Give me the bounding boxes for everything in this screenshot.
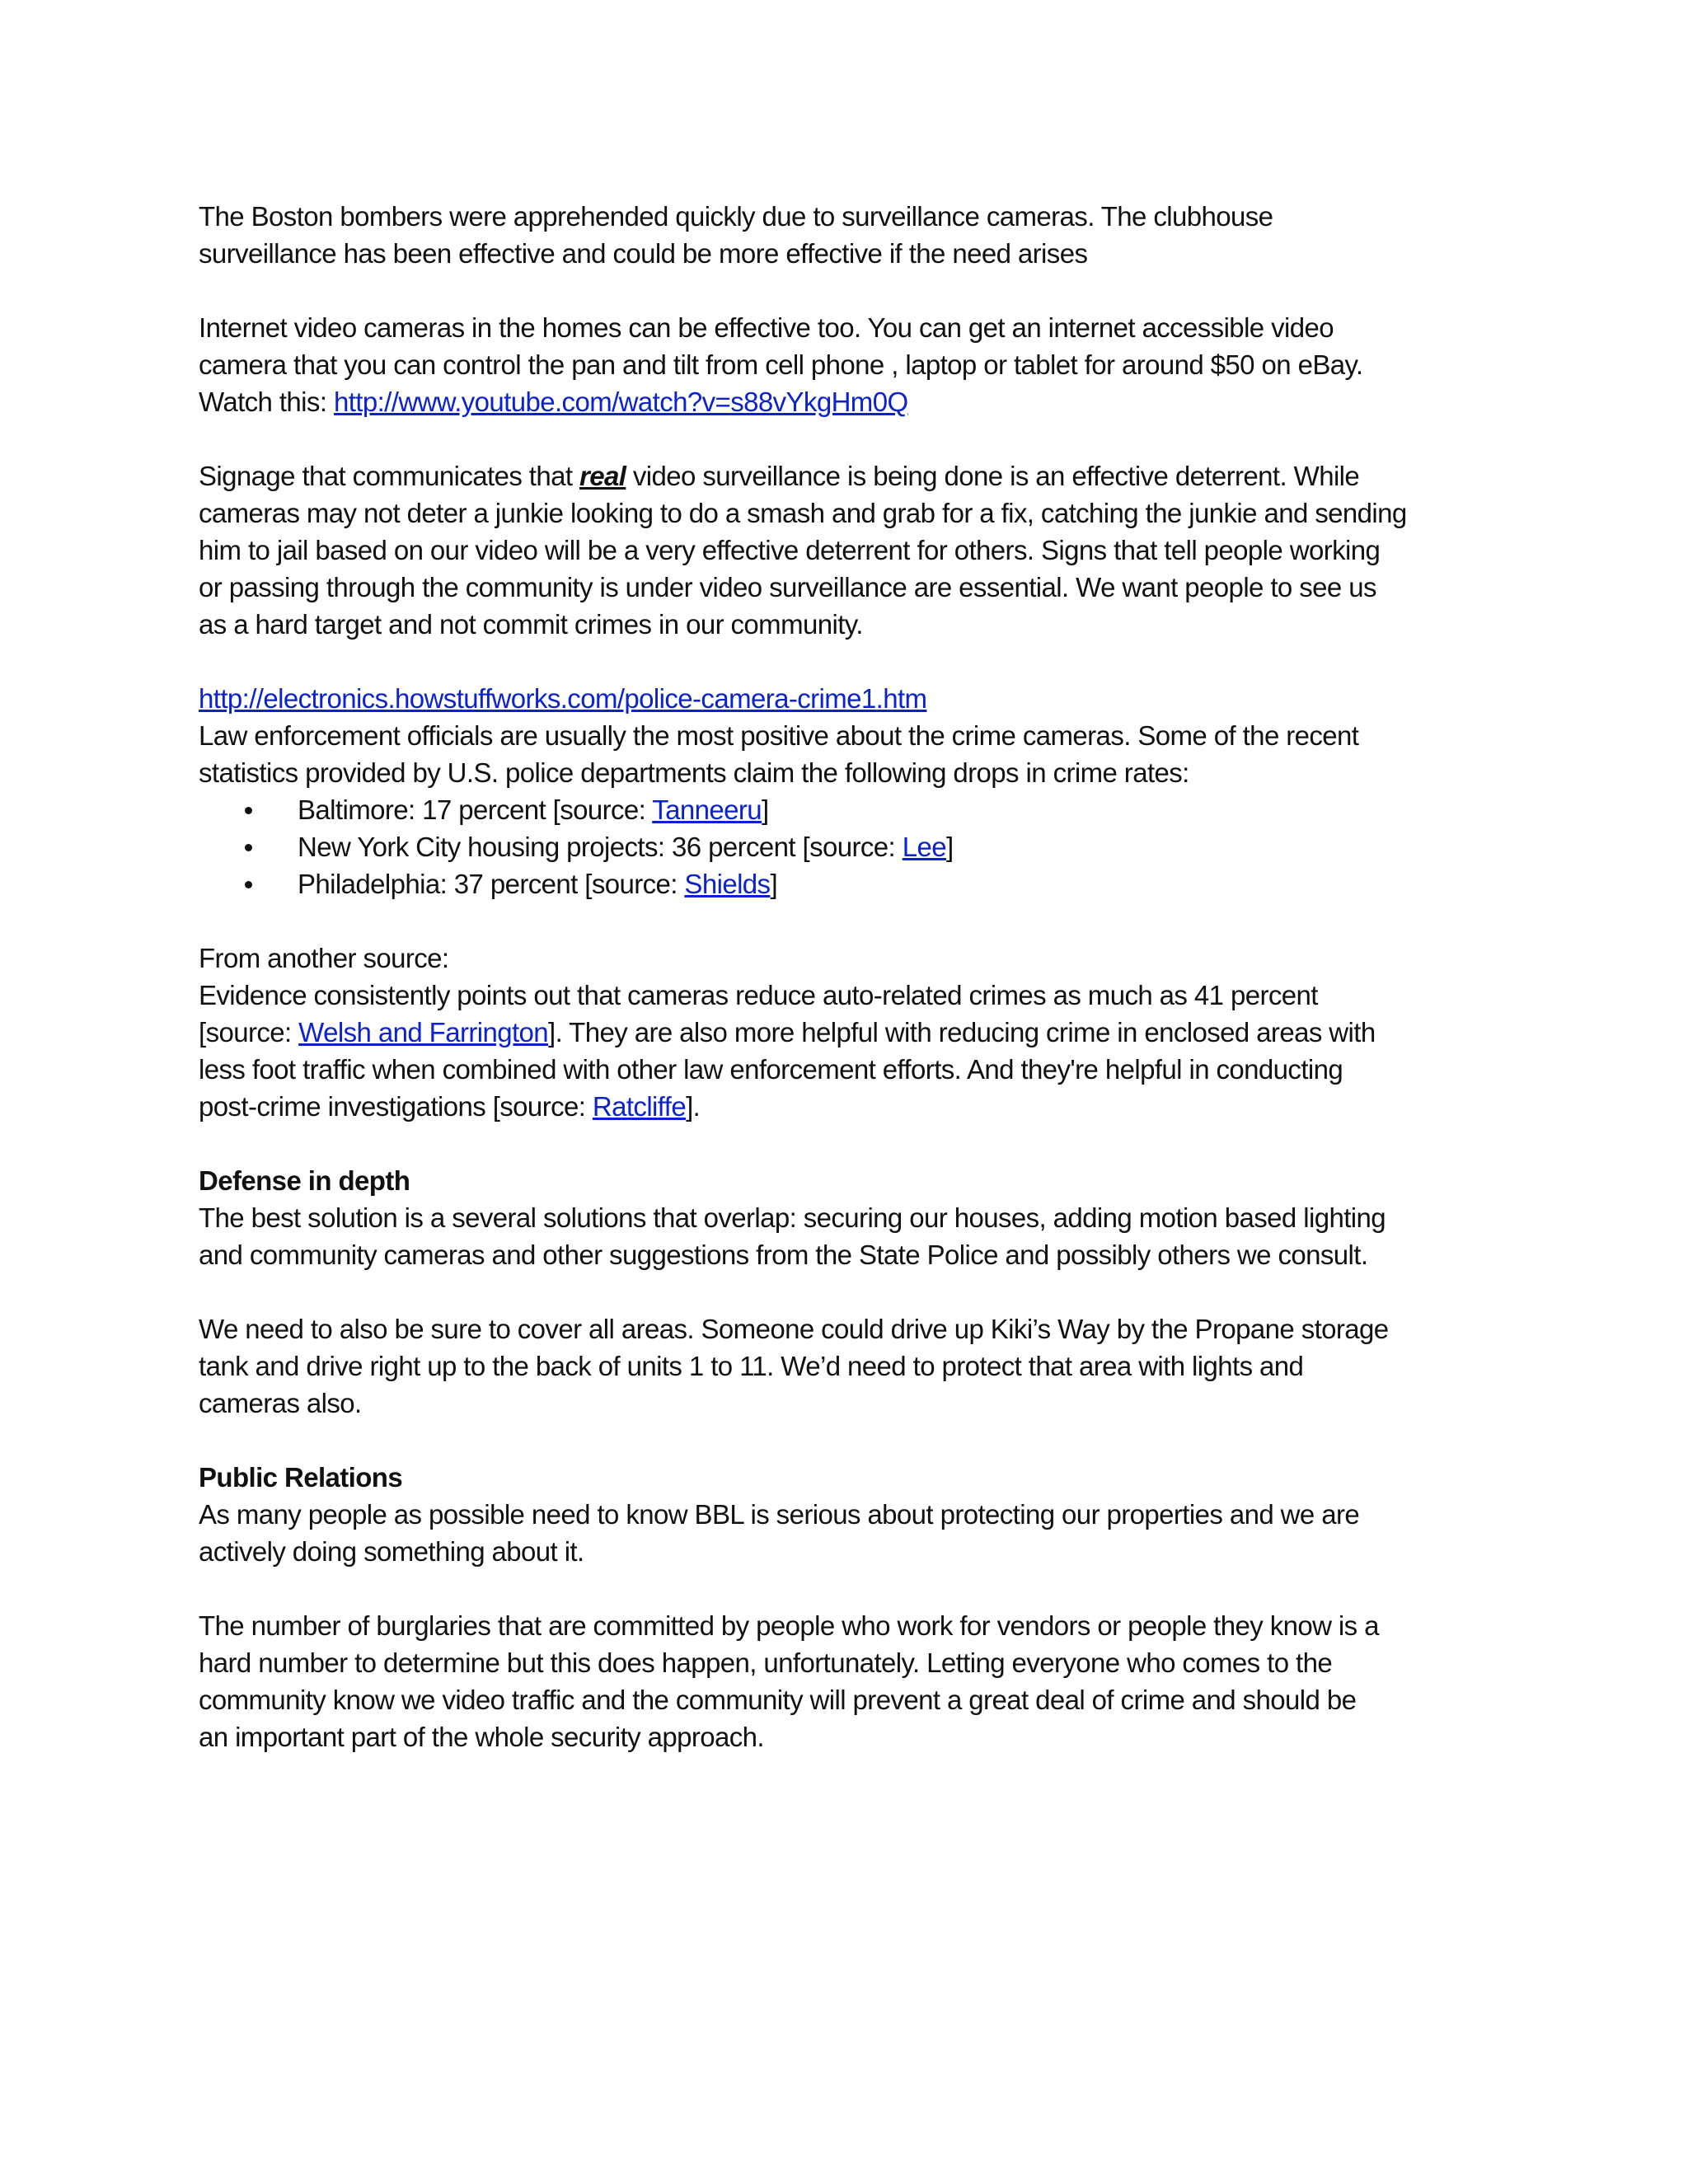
- bullet-icon: [245, 844, 252, 851]
- text-line: hard number to determine but this does happen, unfortunately. Letting everyone who comes to the: [199, 1647, 1333, 1678]
- source-link-tanneeru[interactable]: Tanneeru: [652, 794, 762, 825]
- text-line: an important part of the whole security approach.: [199, 1722, 764, 1752]
- list-item: [199, 828, 1509, 865]
- paragraph-gap: [199, 902, 1509, 940]
- list-item: [199, 865, 1509, 902]
- paragraph-cover-areas: [199, 1310, 1509, 1422]
- text-line: Watch this:: [199, 387, 334, 417]
- section-defense-in-depth: [199, 1162, 1509, 1273]
- text-line: [source:: [199, 1017, 299, 1047]
- text-line: The best solution is a several solutions that overlap: securing our houses, adding motion based lighting: [199, 1202, 1386, 1233]
- text-line: post-crime investigations [source:: [199, 1091, 593, 1122]
- paragraph-gap: [199, 272, 1509, 309]
- paragraph-another-source: [199, 940, 1509, 1125]
- text-line: The number of burglaries that are committed by people who work for vendors or people they know is a: [199, 1610, 1379, 1641]
- paragraph-gap: [199, 1125, 1509, 1162]
- youtube-link[interactable]: http://www.youtube.com/watch?v=s88vYkgHm0Q: [333, 387, 908, 417]
- text-line: actively doing something about it.: [199, 1536, 584, 1567]
- paragraph-internet-cameras: [199, 309, 1509, 420]
- text-line: Evidence consistently points out that cameras reduce auto-related crimes as much as 41 percent: [199, 980, 1318, 1010]
- paragraph-boston: [199, 198, 1509, 272]
- paragraph-howstuffworks: [199, 680, 1509, 791]
- list-item: [199, 791, 1509, 828]
- paragraph-gap: [199, 420, 1509, 457]
- text-line: As many people as possible need to know BBL is serious about protecting our properties and we are: [199, 1499, 1360, 1530]
- paragraph-gap: [199, 1570, 1509, 1607]
- list-item-text: New York City housing projects: 36 percent [source:: [298, 832, 903, 862]
- text-line: Law enforcement officials are usually the most positive about the crime cameras. Some of the recent: [199, 720, 1359, 751]
- bullet-icon: [245, 807, 252, 814]
- paragraph-burglaries: [199, 1607, 1509, 1755]
- text-line: cameras may not deter a junkie looking to do a smash and grab for a fix, catching the junkie and sending: [199, 498, 1407, 528]
- text-line: tank and drive right up to the back of units 1 to 11. We’d need to protect that area with lights and: [199, 1351, 1304, 1381]
- howstuffworks-link[interactable]: http://electronics.howstuffworks.com/police-camera-crime1.htm: [199, 683, 927, 714]
- text-line: as a hard target and not commit crimes in our community.: [199, 609, 863, 640]
- text-line: statistics provided by U.S. police departments claim the following drops in crime rates:: [199, 757, 1189, 788]
- list-item-close: ]: [945, 832, 954, 862]
- text-line: We need to also be sure to cover all areas. Someone could drive up Kiki’s Way by the Propane storage: [199, 1314, 1389, 1344]
- section-public-relations: [199, 1459, 1509, 1570]
- section-heading: Public Relations: [199, 1462, 403, 1493]
- section-heading: Defense in depth: [199, 1165, 410, 1196]
- text-line: camera that you can control the pan and tilt from cell phone , laptop or tablet for around $50 on eBay.: [199, 349, 1363, 380]
- text-line: surveillance has been effective and could be more effective if the need arises: [199, 238, 1088, 269]
- text-line: From another source:: [199, 943, 449, 973]
- text-line: or passing through the community is under video surveillance are essential. We want people to see us: [199, 572, 1376, 602]
- source-link-shields[interactable]: Shields: [684, 869, 771, 899]
- text-line: Signage that communicates that: [199, 461, 580, 491]
- list-item-text: Baltimore: 17 percent [source:: [298, 794, 653, 825]
- text-line: ].: [686, 1091, 701, 1122]
- text-line: Internet video cameras in the homes can be effective too. You can get an internet accessible video: [199, 312, 1334, 343]
- text-line: ]. They are also more helpful with reducing crime in enclosed areas with: [548, 1017, 1376, 1047]
- text-line: less foot traffic when combined with other law enforcement efforts. And they're helpful in conducting: [199, 1054, 1343, 1085]
- text-line: cameras also.: [199, 1388, 362, 1418]
- text-line: and community cameras and other suggestions from the State Police and possibly others we consult.: [199, 1240, 1368, 1270]
- paragraph-gap: [199, 1273, 1509, 1310]
- text-line: video surveillance is being done is an effective deterrent. While: [626, 461, 1360, 491]
- list-item-close: ]: [762, 794, 769, 825]
- paragraph-gap: [199, 643, 1509, 680]
- list-item-close: ]: [770, 869, 778, 899]
- crime-drop-list: [199, 791, 1509, 902]
- paragraph-signage: [199, 457, 1509, 643]
- text-line: The Boston bombers were apprehended quickly due to surveillance cameras. The clubhouse: [199, 201, 1273, 232]
- source-link-welsh-farrington[interactable]: Welsh and Farrington: [298, 1017, 549, 1047]
- list-item-text: Philadelphia: 37 percent [source:: [298, 869, 685, 899]
- text-line: him to jail based on our video will be a very effective deterrent for others. Signs that tell people working: [199, 535, 1381, 565]
- source-link-lee[interactable]: Lee: [902, 832, 946, 862]
- document-body: [199, 198, 1509, 1755]
- paragraph-gap: [199, 1422, 1509, 1459]
- source-link-ratcliffe[interactable]: Ratcliffe: [592, 1091, 687, 1122]
- bullet-icon: [245, 881, 252, 888]
- emphasis-real: real: [579, 461, 626, 491]
- text-line: community know we video traffic and the community will prevent a great deal of crime and should be: [199, 1685, 1357, 1715]
